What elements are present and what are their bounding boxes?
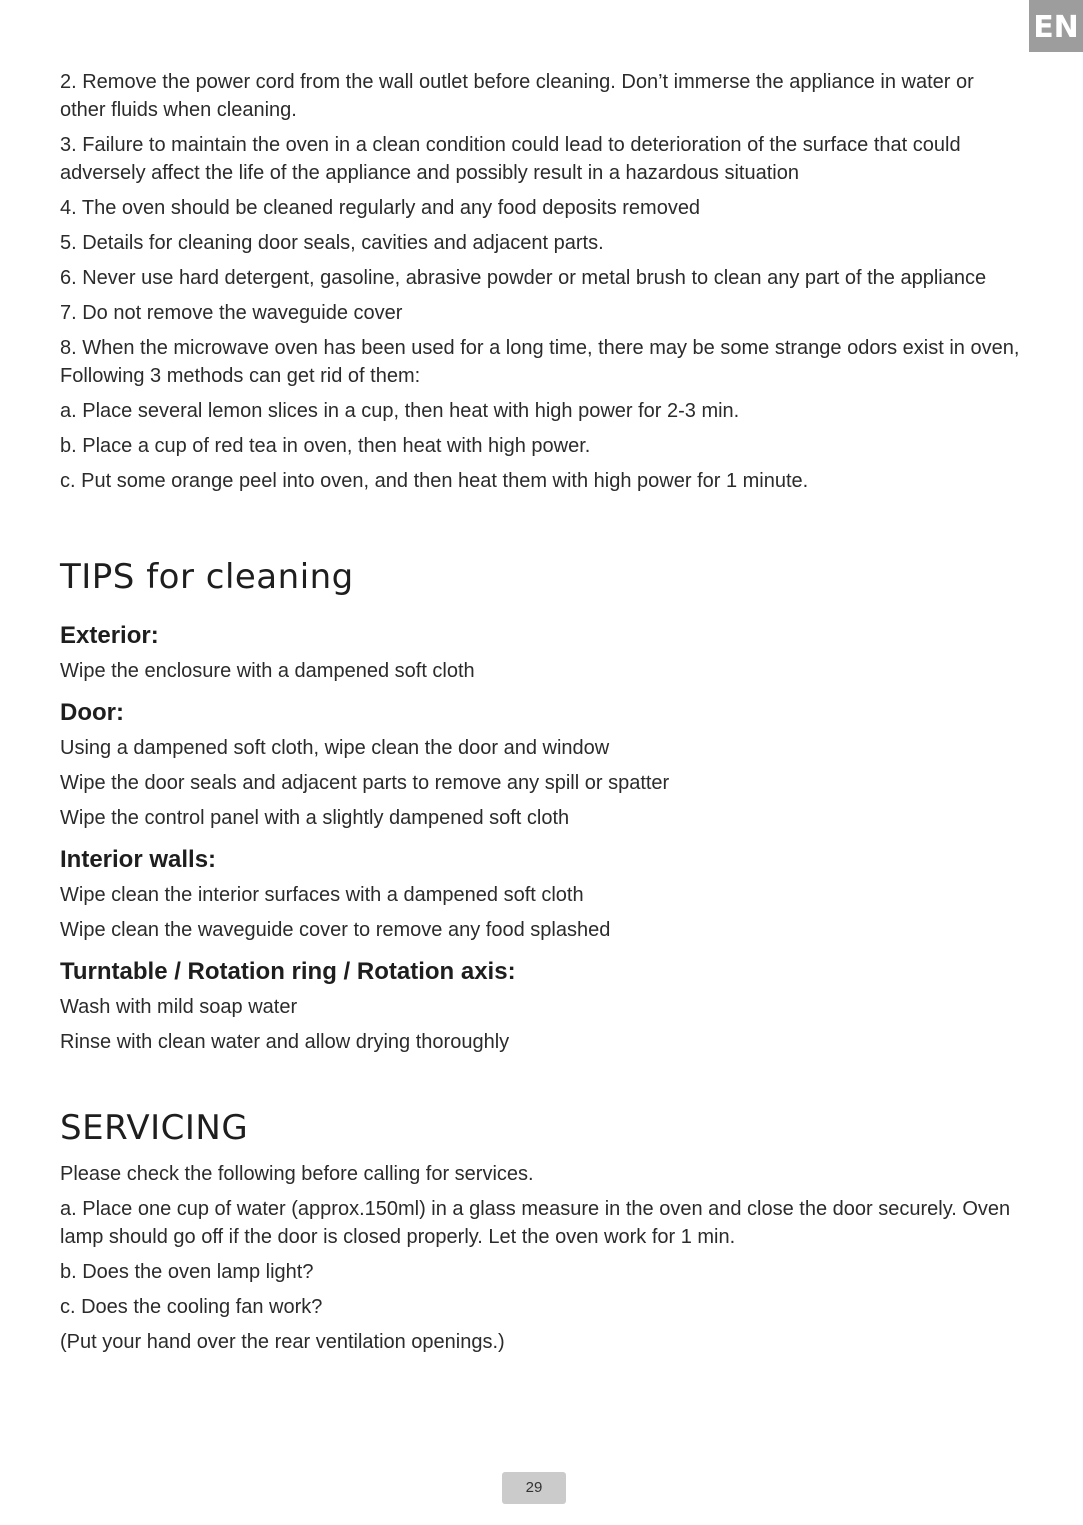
servicing-line: (Put your hand over the rear ventilation openings.) xyxy=(60,1331,505,1353)
list-item: 4. The oven should be cleaned regularly and any food deposits removed xyxy=(60,197,701,219)
interior-heading: Interior walls: xyxy=(60,846,217,873)
list-item: 6. Never use hard detergent, gasoline, abrasive powder or metal brush to clean any part of the appliance xyxy=(60,267,987,289)
list-item: c. Put some orange peel into oven, and then heat them with high power for 1 minute. xyxy=(60,470,809,492)
list-item: 8. When the microwave oven has been used for a long time, there may be some strange odors exist in oven, Following 3 methods can get rid of them: xyxy=(60,337,1020,387)
list-item: 3. Failure to maintain the oven in a clean condition could lead to deterioration of the surface that could adversely affect the life of the appliance and possibly result in a hazardous situation xyxy=(60,134,961,184)
exterior-line: Wipe the enclosure with a dampened soft cloth xyxy=(60,660,475,682)
list-item: b. Place a cup of red tea in oven, then heat with high power. xyxy=(60,435,591,457)
servicing-line: Please check the following before calling for services. xyxy=(60,1163,534,1185)
page-content xyxy=(60,68,1020,1363)
language-tab: EN xyxy=(1029,0,1083,52)
list-item: 2. Remove the power cord from the wall outlet before cleaning. Don’t immerse the appliance in water or other fluids when cleaning. xyxy=(60,71,974,121)
door-line: Using a dampened soft cloth, wipe clean the door and window xyxy=(60,737,610,759)
interior-line: Wipe clean the waveguide cover to remove any food splashed xyxy=(60,919,611,941)
servicing-line: c. Does the cooling fan work? xyxy=(60,1296,323,1318)
list-item: a. Place several lemon slices in a cup, then heat with high power for 2-3 min. xyxy=(60,400,740,422)
cleaning-list xyxy=(60,68,1020,495)
list-item: 5. Details for cleaning door seals, cavities and adjacent parts. xyxy=(60,232,604,254)
servicing-title: SERVICING xyxy=(60,1108,249,1148)
servicing-line: b. Does the oven lamp light? xyxy=(60,1261,314,1283)
exterior-section xyxy=(60,621,1020,685)
turntable-heading: Turntable / Rotation ring / Rotation axis: xyxy=(60,958,516,985)
turntable-line: Wash with mild soap water xyxy=(60,996,298,1018)
interior-section xyxy=(60,845,1020,944)
exterior-heading: Exterior: xyxy=(60,622,159,649)
door-line: Wipe the door seals and adjacent parts to remove any spill or spatter xyxy=(60,772,670,794)
door-line: Wipe the control panel with a slightly dampened soft cloth xyxy=(60,807,570,829)
servicing-line: a. Place one cup of water (approx.150ml) in a glass measure in the oven and close the door securely. Oven lamp should go off if the door is closed properly. Let the oven work for 1 min. xyxy=(60,1198,1011,1248)
tips-title: TIPS for cleaning xyxy=(60,557,354,597)
door-heading: Door: xyxy=(60,699,124,726)
list-item: 7. Do not remove the waveguide cover xyxy=(60,302,403,324)
door-section xyxy=(60,698,1020,832)
turntable-line: Rinse with clean water and allow drying thoroughly xyxy=(60,1031,510,1053)
interior-line: Wipe clean the interior surfaces with a dampened soft cloth xyxy=(60,884,584,906)
page-number: 29 xyxy=(502,1472,566,1504)
servicing-section xyxy=(60,1160,1020,1356)
turntable-section xyxy=(60,957,1020,1056)
